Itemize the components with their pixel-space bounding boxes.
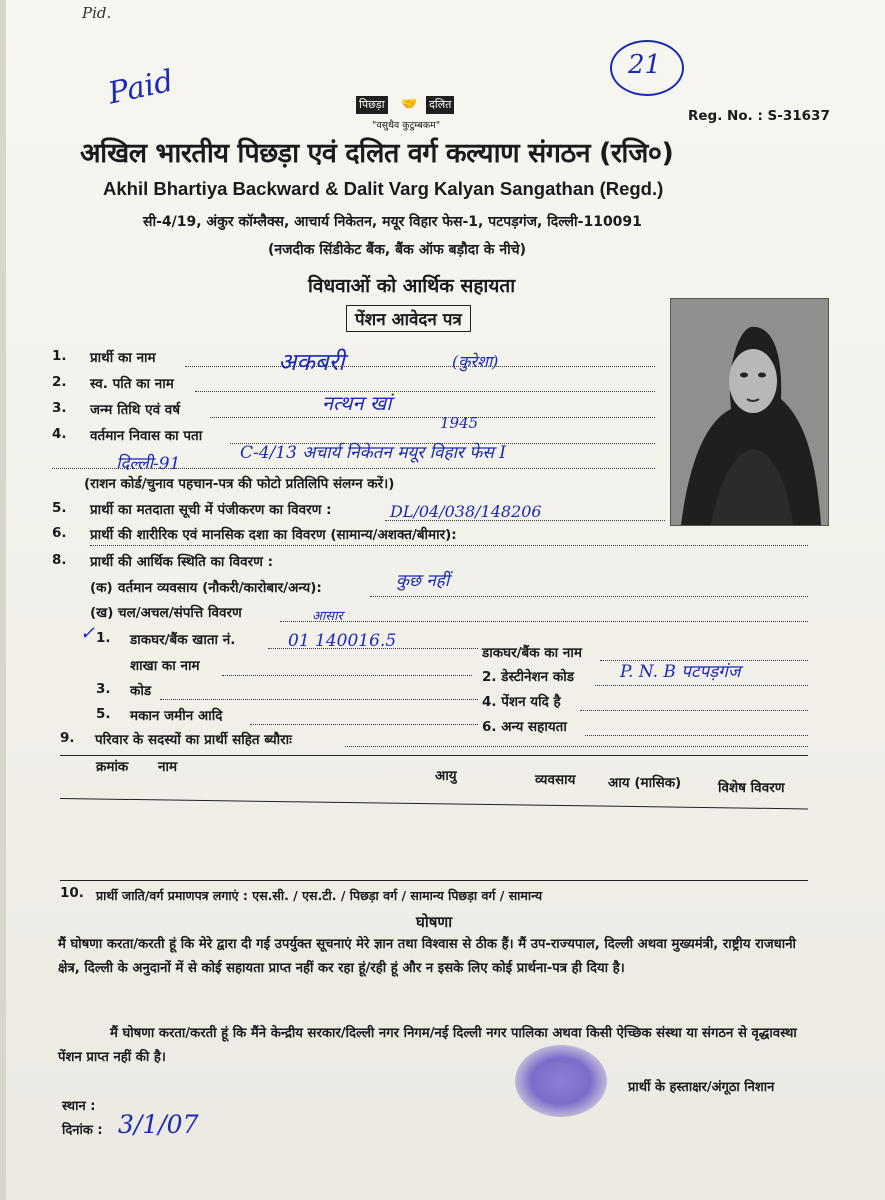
family-header-income: आय (मासिक) xyxy=(608,775,682,791)
bank-num-5: 5. xyxy=(96,706,111,722)
code-line xyxy=(160,699,478,700)
family-table-bottom-rule xyxy=(60,880,808,881)
family-header-occupation: व्यवसाय xyxy=(535,772,576,788)
serial-mark: 21 xyxy=(628,50,662,80)
field-4-num: 4. xyxy=(52,426,67,442)
account-label: डाकघर/बैंक खाता नं. xyxy=(130,632,236,648)
place-label: स्थान : xyxy=(62,1099,96,1114)
bank-num-3: 3. xyxy=(96,681,111,697)
destination-label: 2. डेस्टीनेशन कोड xyxy=(482,669,574,685)
date-label: दिनांक : xyxy=(62,1123,103,1138)
signature-label: प्रार्थी के हस्ताक्षर/अंगूठा निशान xyxy=(628,1080,775,1095)
applicant-photo xyxy=(670,298,829,526)
field-1-line xyxy=(185,366,655,367)
occupation-value[interactable]: कुछ नहीं xyxy=(396,571,450,591)
tick-mark: ✓ xyxy=(80,623,96,644)
post-bank-label: डाकघर/बैंक का नाम xyxy=(482,645,582,661)
code-label: कोड xyxy=(130,683,152,699)
family-header-age: आयु xyxy=(435,768,457,784)
family-header-remarks: विशेष विवरण xyxy=(718,780,785,796)
declaration-para-1: मैं घोषणा करता/करती हूं कि मेरे द्वारा दी गई उपर्युक्त सूचनाएं मेरे ज्ञान तथा विश्वास से ठीक हैं। मैं उप-राज्यपाल, दिल्ली अथवा मुख्यमंत्री, राष्ट्रीय राजधानी क्षेत्र, दिल्ली के अनुदानों में से कोई सहायता प्राप्त नहीं कर रहा हूं/रही हूं और न इसके लिए कोई प्रार्थना-पत्र ही दिया है। xyxy=(58,937,796,976)
page-edge xyxy=(0,0,6,1200)
house-label: मकान जमीन आदि xyxy=(130,708,223,724)
form-title: विधवाओं को आर्थिक सहायता xyxy=(308,275,516,297)
logo-left: पिछड़ा xyxy=(356,96,388,114)
field-6-num: 6. xyxy=(52,525,67,541)
family-table-header-rule xyxy=(60,798,808,809)
form-subtitle: पेंशन आवेदन पत्र xyxy=(346,305,471,332)
caste-text: प्रार्थी जाति/वर्ग प्रमाणपत्र लगाएं : एस.सी. / एस.टी. / पिछड़ा वर्ग / सामान्य पिछड़ा वर्ग / सामान्य xyxy=(96,888,543,903)
address-value[interactable]: C-4/13 अचार्य निकेतन मयूर विहार फेस I xyxy=(240,443,506,463)
field-8-label: प्रार्थी की आर्थिक स्थिति का विवरण : xyxy=(90,554,274,570)
applicant-name[interactable]: अकबरी xyxy=(278,348,345,376)
thumbprint xyxy=(515,1045,607,1117)
field-8a-label: वर्तमान व्यवसाय (नौकरी/कारोबार/अन्य): xyxy=(118,580,322,596)
family-header-serial: क्रमांक xyxy=(96,759,129,775)
caste-num: 10. xyxy=(60,885,84,901)
handshake-icon: 🤝 xyxy=(401,97,418,112)
field-5-num: 5. xyxy=(52,500,67,516)
org-logo xyxy=(356,96,476,116)
field-3-line xyxy=(210,417,655,418)
org-name-hindi: अखिल भारतीय पिछड़ा एवं दलित वर्ग कल्याण संगठन (रजि०) xyxy=(80,138,674,169)
family-label: परिवार के सदस्यों का प्रार्थी सहित ब्यौराः xyxy=(95,732,292,748)
field-8b-num: (ख) xyxy=(90,605,114,621)
field-6-line xyxy=(90,545,808,546)
corner-note: Pid. xyxy=(82,4,112,22)
address-value-2[interactable]: दिल्ली-91 xyxy=(116,454,181,474)
field-8b-line xyxy=(280,621,808,622)
field-3-num: 3. xyxy=(52,400,67,416)
family-num: 9. xyxy=(60,730,75,746)
branch-label: शाखा का नाम xyxy=(130,658,200,674)
property-value[interactable]: आसार xyxy=(312,609,343,624)
field-8a-num: (क) xyxy=(90,580,113,596)
branch-line xyxy=(222,675,472,676)
voter-registration[interactable]: DL/04/038/148206 xyxy=(390,502,542,521)
declaration-para-2: मैं घोषणा करता/करती हूं कि मैंने केन्द्रीय सरकार/दिल्ली नगर निगम/नई दिल्ली नगर पालिका अथवा किसी ऐच्छिक संस्था या संगठन से वृद्धावस्था पेंशन प्राप्त नहीं की है। xyxy=(58,1026,797,1065)
field-8b-label: चल/अचल/संपत्ति विवरण xyxy=(118,605,242,621)
field-1-num: 1. xyxy=(52,348,67,364)
org-address-note: (नजदीक सिंडीकेट बैंक, बैंक ऑफ बड़ौदा के नीचे) xyxy=(268,242,527,258)
field-2-line xyxy=(195,391,655,392)
pension-label: 4. पेंशन यदि है xyxy=(482,694,561,710)
field-1-label: प्रार्थी का नाम xyxy=(90,350,156,366)
field-5-label: प्रार्थी का मतदाता सूची में पंजीकरण का विवरण : xyxy=(90,502,332,518)
field-4-note: (राशन कोर्ड/चुनाव पहचान-पत्र की फोटो प्रतिलिपि संलग्न करें।) xyxy=(84,476,395,492)
family-header-name: नाम xyxy=(158,759,178,775)
bank-num-1: 1. xyxy=(96,630,111,646)
destination-line xyxy=(595,685,808,686)
date-value[interactable]: 3/1/07 xyxy=(118,1110,199,1139)
field-6-label: प्रार्थी की शारीरिक एवं मानसिक दशा का विवरण (सामान्य/अशक्त/बीमार): xyxy=(90,527,457,543)
field-3-label: जन्म तिथि एवं वर्ष xyxy=(90,402,181,418)
field-8-num: 8. xyxy=(52,552,67,568)
org-address: सी-4/19, अंकुर कॉम्लैक्स, आचार्य निकेतन, मयूर विहार फेस-1, पटपड़गंज, दिल्ली-110091 xyxy=(143,214,642,230)
other-help-line xyxy=(585,735,808,736)
applicant-alias[interactable]: (कुरेशा) xyxy=(452,352,499,371)
field-8a-line xyxy=(370,596,808,597)
paid-note: Paid xyxy=(105,63,177,112)
family-table-top-rule xyxy=(60,755,808,756)
husband-name[interactable]: नत्थन खां xyxy=(322,391,392,415)
family-line xyxy=(345,746,808,747)
org-name-english: Akhil Bhartiya Backward & Dalit Varg Kalyan Sangathan (Regd.) xyxy=(103,178,664,199)
declaration-title: घोषणा xyxy=(416,913,453,931)
field-2-label: स्व. पति का नाम xyxy=(90,376,174,392)
birth-year[interactable]: 1945 xyxy=(440,414,479,432)
logo-motto: "वसुधैव कुटुम्बकम" xyxy=(372,120,441,131)
reg-no: Reg. No. : S-31637 xyxy=(688,108,830,124)
other-help-label: 6. अन्य सहायता xyxy=(482,719,567,735)
house-line xyxy=(250,724,478,725)
account-value[interactable]: 01 140016.5 xyxy=(288,631,397,651)
field-4-label: वर्तमान निवास का पता xyxy=(90,428,203,444)
field-2-num: 2. xyxy=(52,374,67,390)
pension-line xyxy=(580,710,808,711)
portrait-image xyxy=(671,299,828,525)
logo-right: दलित xyxy=(426,96,454,114)
destination-value[interactable]: P. N. B पटपड़गंज xyxy=(620,662,741,682)
